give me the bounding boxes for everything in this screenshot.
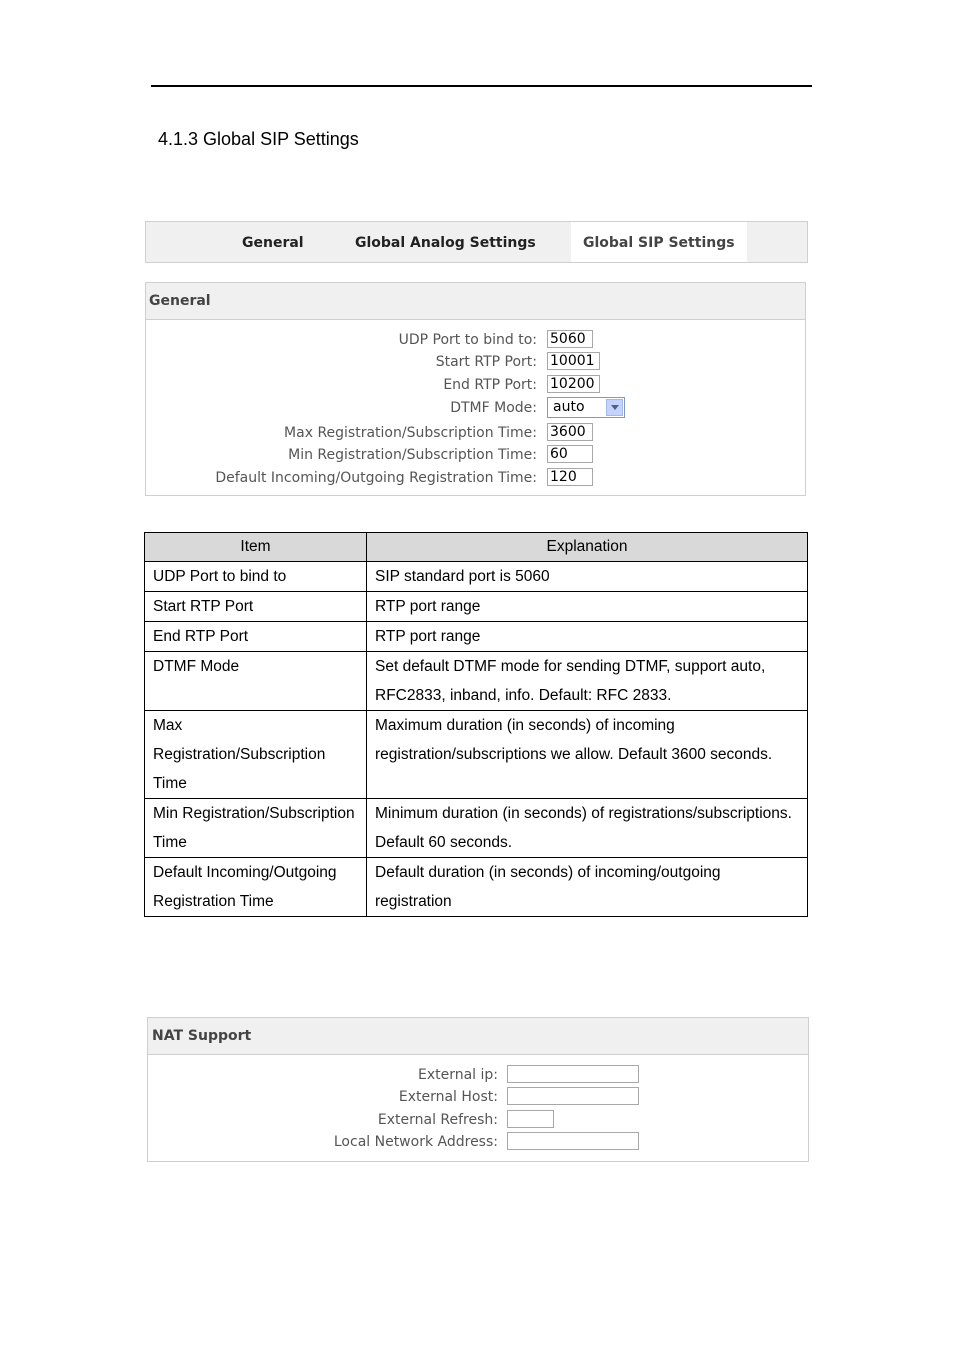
max-reg-row (146, 423, 805, 443)
default-reg-input[interactable]: 120 (547, 468, 593, 486)
table-cell-explanation: Minimum duration (in seconds) of registrations/subscriptions. Default 60 seconds. (367, 799, 808, 858)
table-cell-item: End RTP Port (145, 622, 367, 652)
dtmf-mode-value: auto (553, 399, 585, 415)
explanation-table (144, 532, 808, 917)
start-rtp-label: Start RTP Port: (435, 354, 537, 370)
table-cell-explanation: SIP standard port is 5060 (367, 562, 808, 592)
external-ip-input[interactable] (507, 1065, 639, 1083)
table-cell-explanation: RTP port range (367, 622, 808, 652)
start-rtp-row (146, 352, 805, 372)
min-reg-label: Min Registration/Subscription Time: (288, 447, 537, 463)
external-host-row (148, 1087, 808, 1107)
nat-support-panel (147, 1017, 809, 1162)
table-header-explanation: Explanation (367, 533, 808, 562)
external-host-input[interactable] (507, 1087, 639, 1105)
end-rtp-row (146, 375, 805, 395)
udp-port-row (146, 330, 805, 350)
table-header-row (145, 533, 808, 562)
chevron-down-icon[interactable] (606, 399, 623, 416)
external-host-label: External Host: (398, 1089, 498, 1105)
table-cell-item: Default Incoming/Outgoing Registration Time (145, 858, 367, 917)
dtmf-mode-row (146, 398, 805, 418)
section-heading: 4.1.3 Global SIP Settings (158, 129, 359, 149)
table-row (145, 622, 808, 652)
default-reg-row (146, 468, 805, 488)
table-row (145, 799, 808, 858)
dtmf-mode-label: DTMF Mode: (450, 400, 537, 416)
external-ip-row (148, 1065, 808, 1085)
nat-panel-title: NAT Support (148, 1018, 808, 1055)
general-panel (145, 282, 806, 496)
tab-global-analog-settings[interactable]: Global Analog Settings (355, 235, 536, 251)
tab-general[interactable]: General (242, 235, 304, 251)
table-row (145, 562, 808, 592)
table-row (145, 652, 808, 711)
udp-port-input[interactable]: 5060 (547, 330, 593, 348)
local-network-input[interactable] (507, 1132, 639, 1150)
max-reg-label: Max Registration/Subscription Time: (284, 425, 537, 441)
external-refresh-input[interactable] (507, 1110, 554, 1128)
max-reg-input[interactable]: 3600 (547, 423, 593, 441)
end-rtp-label: End RTP Port: (443, 377, 537, 393)
local-network-label: Local Network Address: (333, 1134, 498, 1150)
external-refresh-label: External Refresh: (377, 1112, 498, 1128)
dtmf-mode-select[interactable] (547, 397, 625, 418)
table-cell-item: DTMF Mode (145, 652, 367, 711)
table-cell-explanation: Default duration (in seconds) of incoming/outgoing registration (367, 858, 808, 917)
start-rtp-input[interactable]: 10001 (547, 352, 600, 370)
end-rtp-input[interactable]: 10200 (547, 375, 600, 393)
table-row (145, 592, 808, 622)
table-cell-item: UDP Port to bind to (145, 562, 367, 592)
table-row (145, 858, 808, 917)
min-reg-input[interactable]: 60 (547, 445, 593, 463)
header-rule (151, 85, 812, 87)
general-panel-title: General (146, 283, 805, 320)
min-reg-row (146, 445, 805, 465)
table-cell-item: Max Registration/Subscription Time (145, 711, 367, 799)
local-network-row (148, 1132, 808, 1152)
tab-global-sip-settings[interactable]: Global SIP Settings (571, 222, 747, 262)
table-cell-explanation: Maximum duration (in seconds) of incoming registration/subscriptions we allow. Default 3600 seconds. (367, 711, 808, 799)
tab-bar (145, 221, 808, 263)
external-refresh-row (148, 1110, 808, 1130)
default-reg-label: Default Incoming/Outgoing Registration Time: (215, 470, 537, 486)
table-header-item: Item (145, 533, 367, 562)
table-cell-item: Start RTP Port (145, 592, 367, 622)
udp-port-label: UDP Port to bind to: (398, 332, 537, 348)
external-ip-label: External ip: (417, 1067, 498, 1083)
table-cell-explanation: RTP port range (367, 592, 808, 622)
table-cell-item: Min Registration/Subscription Time (145, 799, 367, 858)
table-row (145, 711, 808, 799)
table-cell-explanation: Set default DTMF mode for sending DTMF, support auto, RFC2833, inband, info. Default: RFC 2833. (367, 652, 808, 711)
